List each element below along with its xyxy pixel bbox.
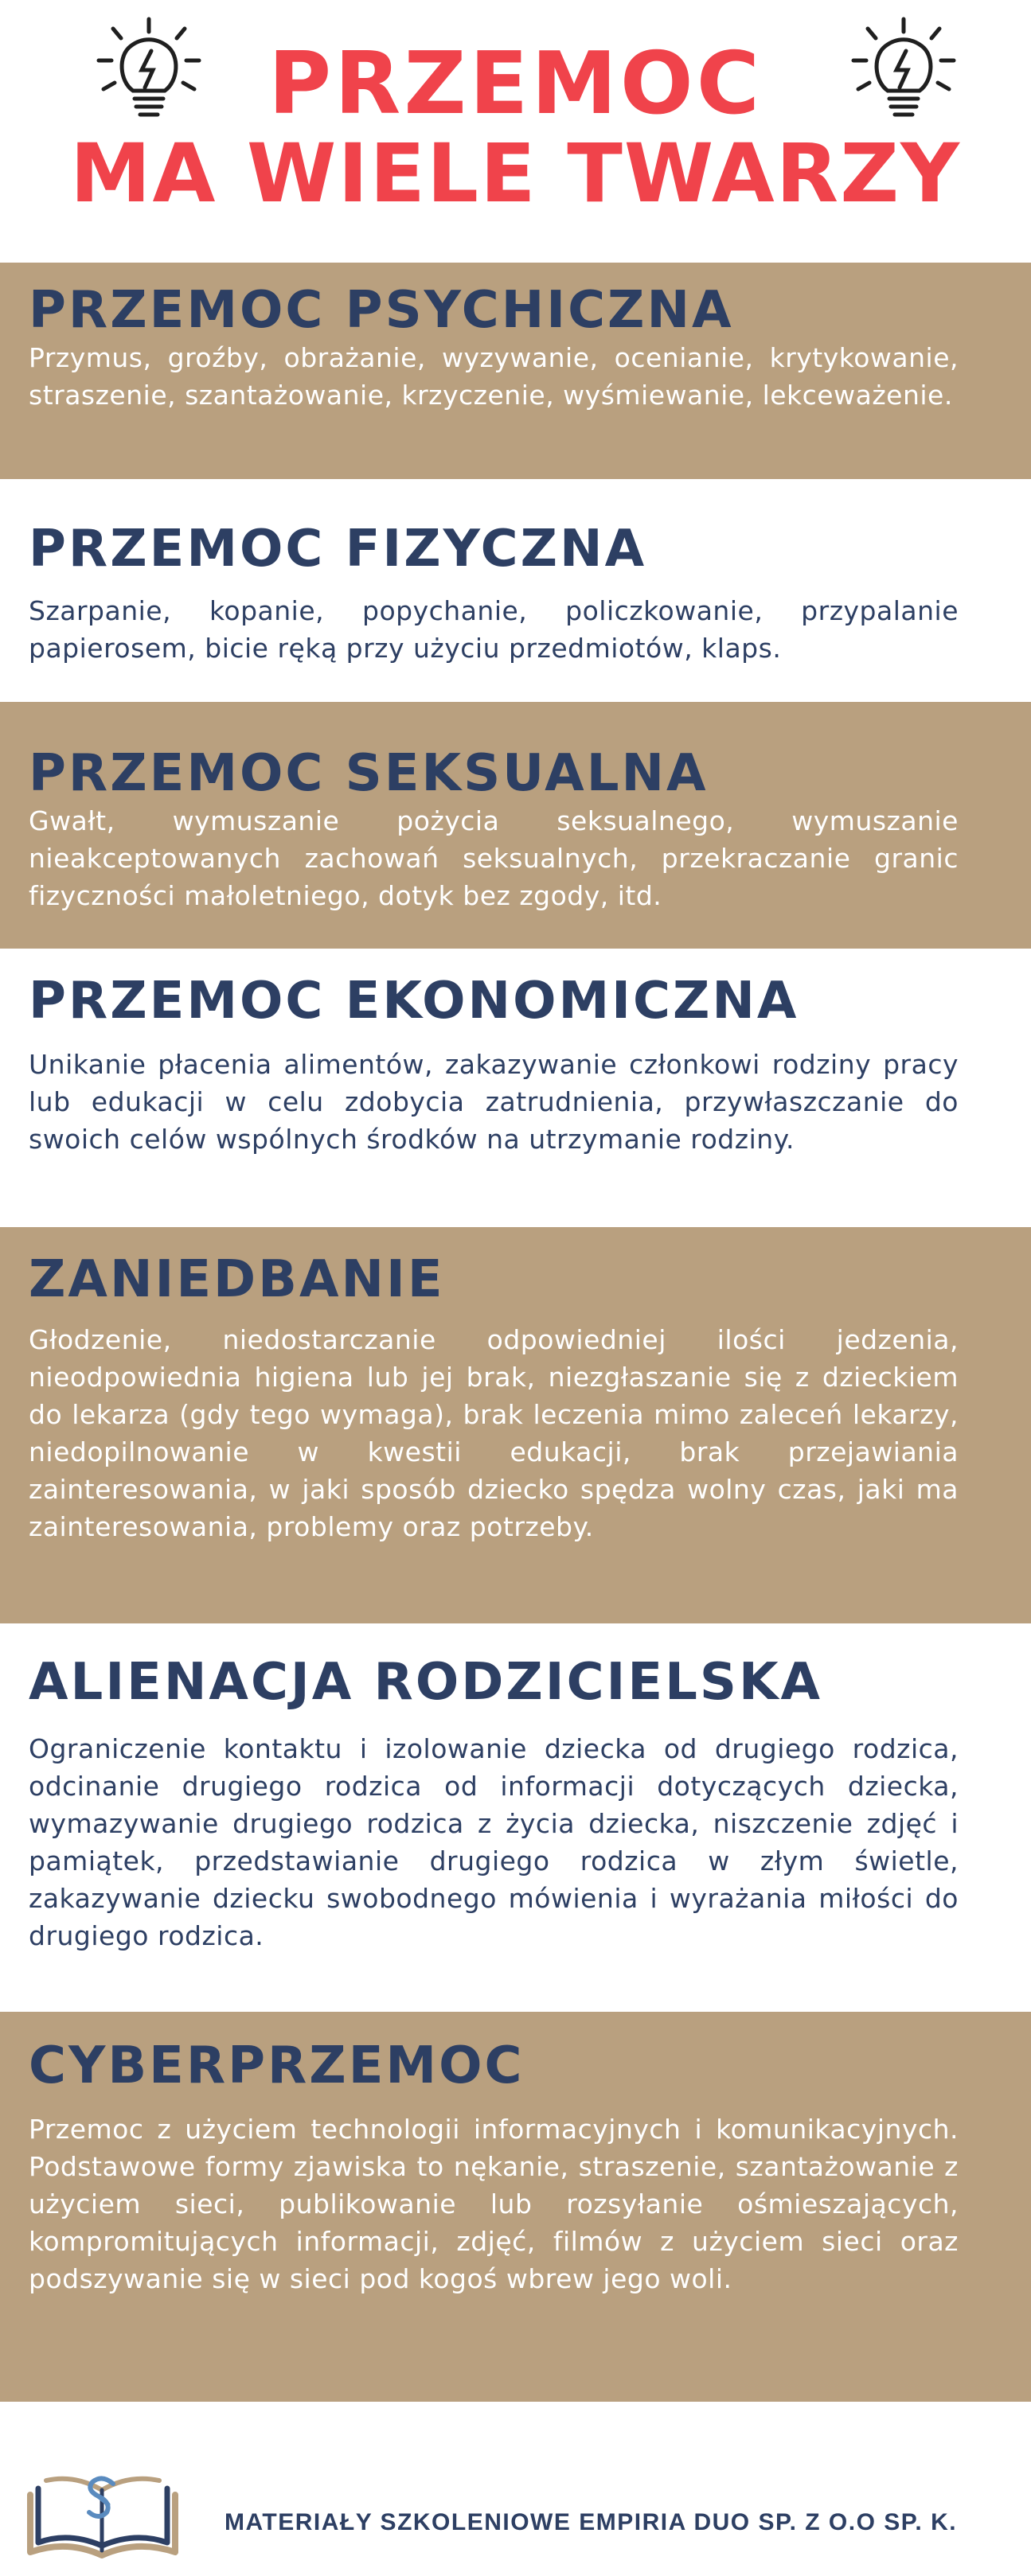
section-title: ZANIEDBANIE <box>29 1250 445 1309</box>
page-title-line-1: PRZEMOC <box>268 34 763 134</box>
section-text: Głodzenie, niedostarczanie odpowiedniej ilości jedzenia, nieodpowiednia higiena lub jej brak, niezgłaszanie się z dzieckiem do lekarza (gdy tego wymaga), brak leczenia mimo zaleceń lekarzy, niedopilnowanie w kwestii edukacji, brak przejawiania zainteresowania, w jaki sposób dziecko spędza wolny czas, jaki ma zainteresowania, problemy oraz potrzeby. <box>29 1324 959 1542</box>
footer <box>0 2415 1031 2576</box>
section-psychological-violence <box>0 263 1031 479</box>
section-text: Ograniczenie kontaktu i izolowanie dziecka od drugiego rodzica, odcinanie drugiego rodzica od informacji dotyczących dziecka, wymazywanie drugiego rodzica z życia dziecka, niszczenie zdjęć i pamiątek, przedstawianie drugiego rodzica w złym świetle, zakazywanie dziecku swobodnego mówienia i wyrażania miłości do drugiego rodzica. <box>29 1733 959 1951</box>
open-book-paragraph-logo <box>19 2463 186 2566</box>
section-economic-violence <box>0 949 1031 1227</box>
section-text: Gwałt, wymuszanie pożycia seksualnego, wymuszanie nieakceptowanych zachowań seksualnych, przekraczanie granic fizyczności małoletniego, dotyk bez zgody, itd. <box>29 805 959 911</box>
section-parental-alienation <box>0 1623 1031 2012</box>
section-physical-violence <box>0 479 1031 702</box>
section-sexual-violence <box>0 702 1031 949</box>
page-title-line-2: MA WIELE TWARZY <box>69 127 962 221</box>
section-title: PRZEMOC PSYCHICZNA <box>29 281 734 340</box>
header <box>0 0 1031 263</box>
section-neglect <box>0 1227 1031 1623</box>
footer-credit: MATERIAŁY SZKOLENIOWE EMPIRIA DUO SP. Z O.O SP. K. <box>225 2509 958 2535</box>
section-text: Unikanie płacenia alimentów, zakazywanie członkowi rodziny pracy lub edukacji w celu zdobycia zatrudnienia, przywłaszczanie do swoich celów wspólnych środków na utrzymanie rodziny. <box>29 1049 959 1155</box>
section-title: PRZEMOC FIZYCZNA <box>29 520 647 579</box>
section-title: ALIENACJA RODZICIELSKA <box>29 1653 823 1712</box>
section-cyberviolence <box>0 2012 1031 2402</box>
section-text: Przemoc z użyciem technologii informacyjnych i komunikacyjnych. Podstawowe formy zjawiska to nękanie, straszenie, szantażowanie z użyciem sieci, publikowanie lub rozsyłanie ośmieszających, kompromitujących informacji, zdjęć, filmów z użyciem sieci oraz podszywanie się w sieci pod kogoś wbrew jego woli. <box>29 2114 959 2294</box>
section-text: Przymus, groźby, obrażanie, wyzywanie, ocenianie, krytykowanie, straszenie, szantażowanie, krzyczenie, wyśmiewanie, lekceważenie. <box>29 342 959 411</box>
section-title: PRZEMOC SEKSUALNA <box>29 744 709 803</box>
section-title: CYBERPRZEMOC <box>29 2036 525 2095</box>
section-title: PRZEMOC EKONOMICZNA <box>29 972 799 1031</box>
section-text: Szarpanie, kopanie, popychanie, policzkowanie, przypalanie papierosem, bicie ręką przy użyciu przedmiotów, klaps. <box>29 595 959 664</box>
